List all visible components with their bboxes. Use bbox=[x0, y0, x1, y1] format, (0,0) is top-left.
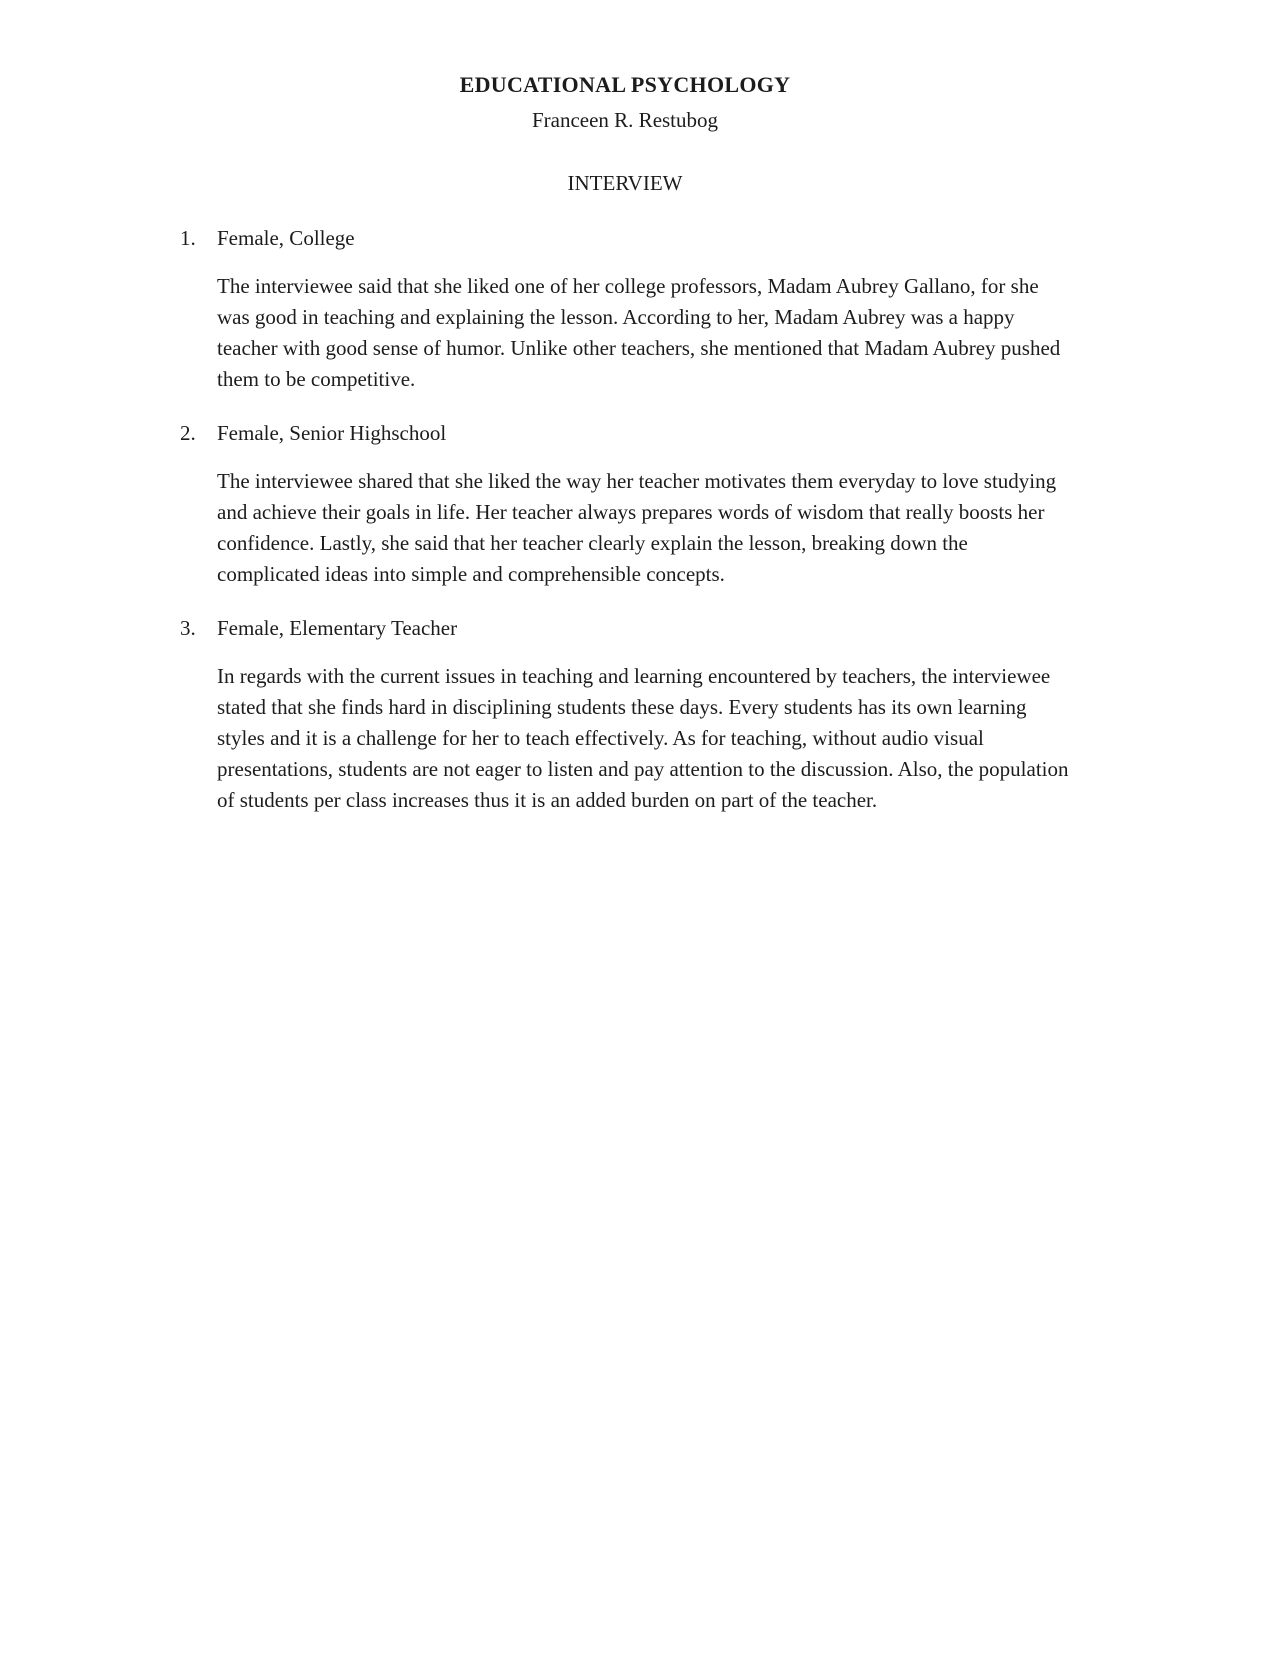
item-number: 1. bbox=[180, 226, 196, 250]
item-body: The interviewee said that she liked one of her college professors, Madam Aubrey Gallano, for she was good in teaching and explaining the lesson. According to her, Madam Aubrey was a happy teacher with good sense of humor. Unlike other teachers, she mentioned that Madam Aubrey pushed them to be competitive. bbox=[217, 274, 1061, 391]
item-heading: Female, Elementary Teacher bbox=[217, 616, 458, 640]
item-body: In regards with the current issues in teaching and learning encountered by teachers, the interviewee stated that she finds hard in disciplining students these days. Every students has its own learning styles and it is a challenge for her to teach effectively. As for teaching, without audio visual presentations, students are not eager to listen and pay attention to the discussion. Also, the population of students per class increases thus it is an added burden on part of the teacher. bbox=[217, 664, 1069, 812]
item-heading-row bbox=[180, 616, 1070, 641]
item-heading-row bbox=[180, 226, 1070, 251]
document-author: Franceen R. Restubog bbox=[531, 108, 719, 132]
interview-item-1 bbox=[180, 226, 1070, 395]
item-number: 2. bbox=[180, 421, 196, 445]
item-body: The interviewee shared that she liked the way her teacher motivates them everyday to love studying and achieve their goals in life. Her teacher always prepares words of wisdom that really boosts her confidence. Lastly, she said that her teacher clearly explain the lesson, breaking down the complicated ideas into simple and comprehensible concepts. bbox=[217, 469, 1057, 586]
item-number: 3. bbox=[180, 616, 196, 640]
item-heading: Female, College bbox=[217, 226, 355, 250]
document-content bbox=[0, 0, 1280, 816]
document-title: EDUCATIONAL PSYCHOLOGY bbox=[459, 72, 791, 97]
item-heading: Female, Senior Highschool bbox=[217, 421, 447, 445]
item-heading-row bbox=[180, 421, 1070, 446]
interview-item-2 bbox=[180, 421, 1070, 590]
section-heading-interview: INTERVIEW bbox=[567, 171, 683, 195]
interview-item-3 bbox=[180, 616, 1070, 816]
